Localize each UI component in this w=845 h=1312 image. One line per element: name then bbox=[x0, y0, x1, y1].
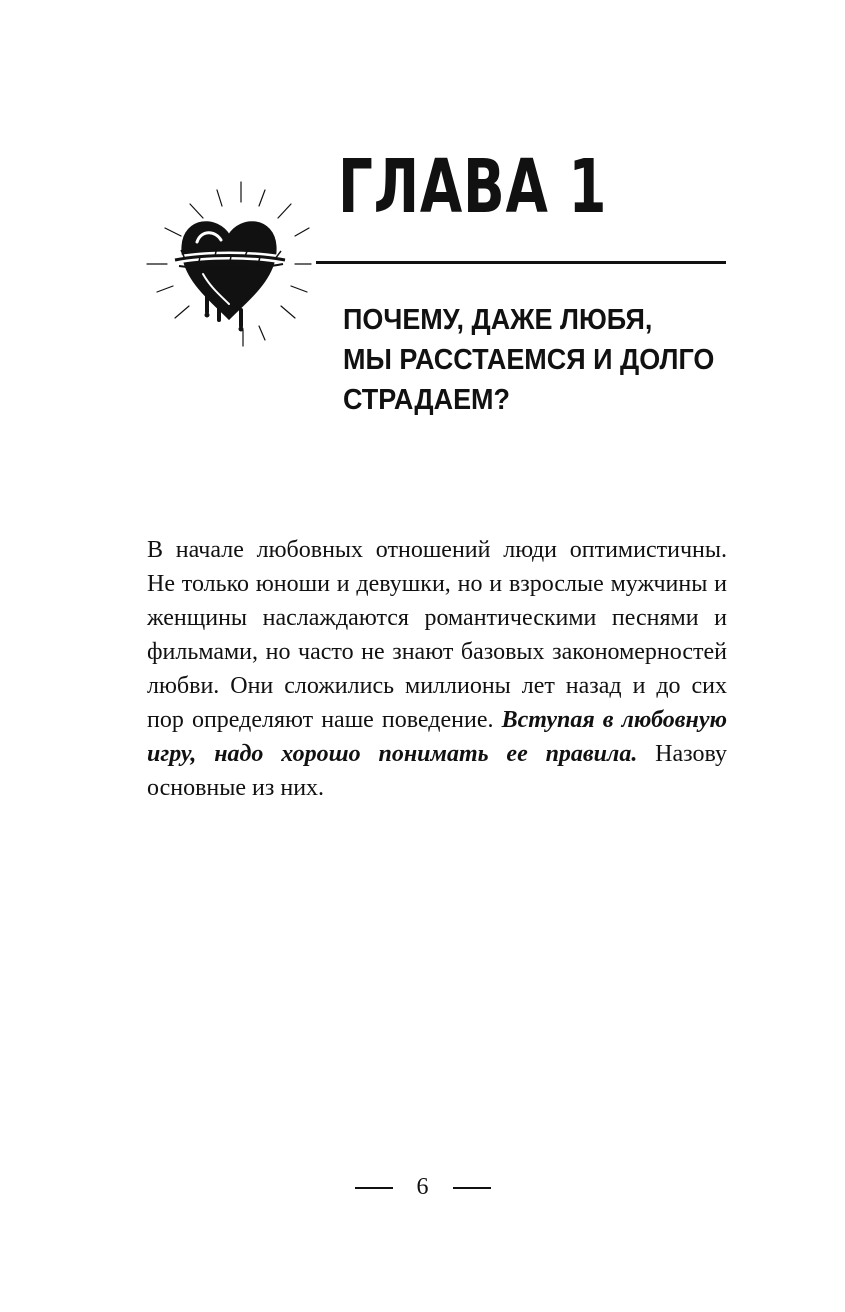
thorn-heart-icon bbox=[145, 180, 313, 348]
chapter-title: ГЛАВА 1 bbox=[338, 144, 608, 230]
paragraph-text-end: Назову основные из них. bbox=[147, 741, 728, 801]
subtitle-line: ПОЧЕМУ, ДАЖЕ ЛЮБЯ, bbox=[343, 304, 653, 336]
page-number: 6 bbox=[416, 1174, 429, 1200]
page-footer bbox=[0, 1170, 845, 1204]
title-divider bbox=[316, 261, 726, 264]
paragraph-text: В начале любовных отношений люди оптимистичны. Не только юноши и девушки, но и взрослые мужчины и женщины наслаждаются романтическими песнями и фильмами, но часто не знают базовых закономерностей любви. Они сложились миллионы лет назад и до сих пор определяют наше поведение. bbox=[147, 537, 727, 733]
subtitle-line: СТРАДАЕМ? bbox=[343, 384, 511, 416]
chapter-subtitle bbox=[343, 300, 752, 420]
folio-dash-left bbox=[355, 1187, 393, 1189]
subtitle-line: МЫ РАССТАЕМСЯ И ДОЛГО bbox=[343, 344, 715, 376]
body-paragraph bbox=[147, 533, 727, 805]
folio-dash-right bbox=[453, 1187, 491, 1189]
paragraph-emphasis: Вступая в любовную игру, надо хорошо понимать ее правила. bbox=[147, 707, 727, 767]
